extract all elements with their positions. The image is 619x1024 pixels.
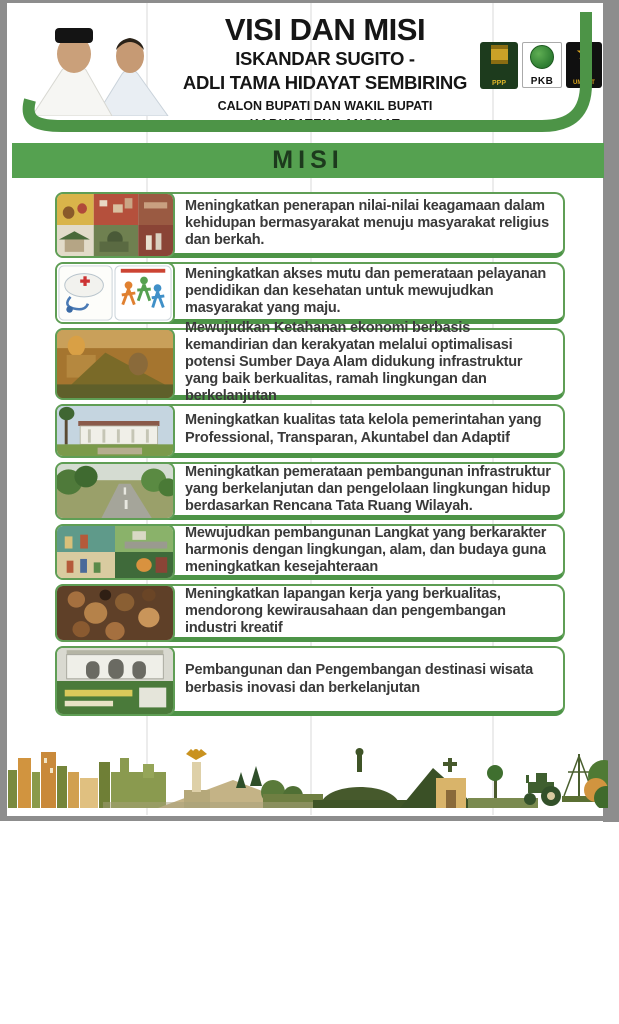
page-title: VISI DAN MISI <box>224 12 426 47</box>
region-line: KABUPATEN LANGKAT <box>249 116 401 131</box>
mission-text-box <box>131 192 565 258</box>
farm-plantation-photo <box>55 328 175 400</box>
mission-text-box <box>131 462 565 520</box>
candidate-name-1: ISKANDAR SUGITO - <box>235 48 415 69</box>
mission-list <box>55 192 565 720</box>
rural-road-photo <box>55 462 175 520</box>
mission-text: Meningkatkan pemerataan pembangunan infrastruktur yang berkelanjutan dan pengelolaan lingkungan hidup berdasarkan Rencana Tata Ruang Wilayah. <box>185 463 551 515</box>
mission-text-box <box>131 646 565 716</box>
mission-text: Meningkatkan penerapan nilai-nilai keagamaan dalam kehidupan bermasyarakat menuju masyarakat religius dan berkah. <box>185 197 549 249</box>
city-skyline-illustration <box>8 742 608 808</box>
star-icon: ★ <box>575 43 593 64</box>
mission-text: Pembangunan dan Pengembangan destinasi wisata berbasis inovasi dan berkelanjutan <box>185 662 533 696</box>
mission-item-1 <box>55 192 565 258</box>
mission-text: Mewujudkan Ketahanan ekonomi berbasis kemandirian dan kerakyatan melalui optimalisasi potensi Sumber Daya Alam didukung infrastruktur yang baik berkualitas, ramah lingkungan dan berkelanjutan <box>185 319 523 405</box>
mission-text: Mewujudkan pembangunan Langkat yang berkarakter harmonis dengan lingkungan, alam, dan budaya guna meningkatkan kesejahteraan <box>185 524 547 576</box>
ummat-label: UMMAT <box>573 80 595 86</box>
mission-text-box <box>131 319 565 405</box>
misi-banner <box>12 143 604 178</box>
mission-item-5 <box>55 462 565 520</box>
role-line: CALON BUPATI DAN WAKIL BUPATI <box>217 98 433 113</box>
header-green-frame <box>0 0 619 140</box>
religious-activities-collage <box>55 192 175 258</box>
mission-text-box <box>131 262 565 324</box>
mission-item-8 <box>55 646 565 716</box>
mission-item-3 <box>55 319 565 405</box>
pkb-label: PKB <box>530 76 554 87</box>
mission-text-box <box>131 404 565 458</box>
mission-text-box <box>131 584 565 642</box>
government-office-photo <box>55 404 175 458</box>
mission-item-7 <box>55 584 565 642</box>
mission-item-4 <box>55 404 565 458</box>
candidate-name-2: ADLI TAMA HIDAYAT SEMBIRING <box>182 72 468 94</box>
mission-text: Meningkatkan lapangan kerja yang berkualitas, mendorong kewirausahaan dan pengembangan industri kreatif <box>185 585 506 637</box>
mission-item-2 <box>55 262 565 324</box>
ppp-label: PPP <box>491 80 506 87</box>
mission-text: Meningkatkan akses mutu dan pemerataan pelayanan pendidikan dan kesehatan untuk mewujudkan masyarakat yang maju. <box>185 265 547 317</box>
tourism-gate-photos <box>55 646 175 716</box>
community-cartoon-collage <box>55 524 175 580</box>
mission-text-box <box>131 524 565 580</box>
health-and-education-icons <box>55 262 175 324</box>
misi-banner-label: MISI <box>272 146 344 174</box>
scan-edge-bottom <box>0 816 619 821</box>
craft-market-photo <box>55 584 175 642</box>
mission-text: Meningkatkan kualitas tata kelola pemerintahan yang Professional, Transparan, Akuntabel dan Adaptif <box>185 412 542 446</box>
mission-item-6 <box>55 524 565 580</box>
